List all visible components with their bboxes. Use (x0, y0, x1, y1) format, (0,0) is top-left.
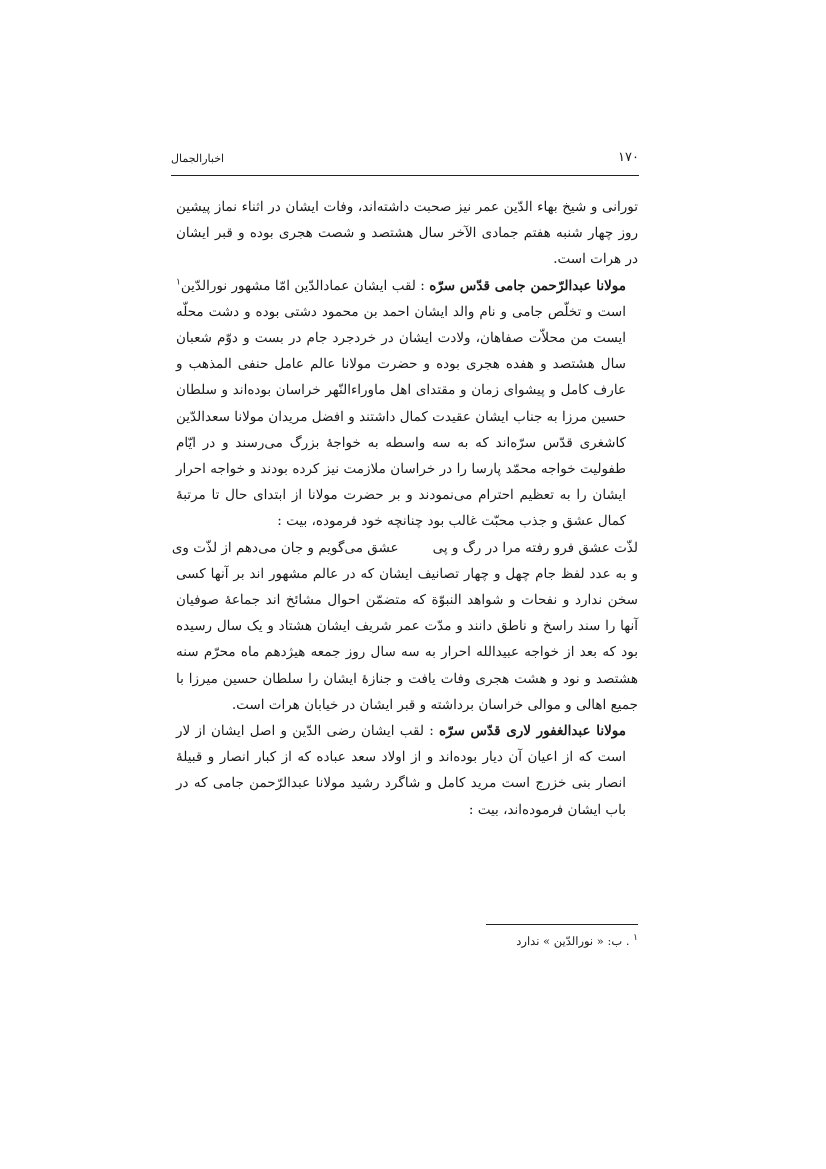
footnote-ref: ١ (176, 277, 181, 288)
verse-hemistich-2: عشق می‌گویم و جان می‌دهم از لذّت وی (171, 539, 399, 556)
paragraph-jami (176, 273, 638, 535)
verse-hemistich-1: لذّت عشق فرو رفته مرا در رگ و پی (432, 539, 638, 556)
footnote (516, 934, 638, 948)
header-rule (171, 175, 639, 176)
paragraph-3: و به عدد لفظ جام چهل و چهار تصانیف ایشان که در عالم مشهور اند بر آنها کسی سخن ندارد و نفحات و شواهد النبوّة که متضمّن احوال مشائخ اند جماعهٔ صوفیان آنها را سند راسخ و ناطق دانند و مدّت عمر شریف ایشان هشتاد و یک سال رسیده بود که بعد از خواجه عبیدالله احرار به سه سال روز جمعه هیژدهم ماه محرّم سنه هشتصد و نود و هشت هجری وفات یافت و جنازهٔ ایشان را سلطان حسین میرزا با جمیع اهالی و موالی خراسان برداشته و قبر ایشان در خیابان هرات است. (176, 565, 638, 713)
paragraph-lari-text: : لقب ایشان رضی الدّین و اصل ایشان از لار است که از اعیان آن دیار بوده‌اند و از اولاد سعد عباده که از کبار انصار و قبیلهٔ انصار بنی خزرج است مرید کامل و شاگرد رشید مولانا عبدالرّحمن جامی که در باب ایشان فرموده‌اند، بیت : (176, 723, 626, 818)
footnote-text: . ب: « نورالدّین » ندارد (516, 934, 630, 948)
heading-lari: مولانا عبدالغفور لاری قدّس سرّه (439, 723, 626, 740)
footnote-marker: ١ (633, 933, 638, 944)
paragraph-jami-text-b: است و تخلّص جامی و نام والد ایشان احمد بن محمود دشتی بوده و دشت محلّه ایست من محلاّت صفاهان، ولادت ایشان در خردجرد جام در بست و دوّم شعبان سال هشتصد و هفده هجری بوده و حضرت مولانا عالم عامل حنفی المذهب و عارف کامل و پیشوای زمان و مقتدای اهل ماوراءالنّهر خراسان بوده‌اند و سلطان حسین مرزا به جناب ایشان عقیدت کمال داشتند و افضل مریدان مولانا سعدالدّین کاشغری قدّس سرّه‌اند که به سه واسطه به خواجهٔ بزرگ می‌رسند و در ایّام طفولیت خواجه محمّد پارسا را در خراسان ملازمت نیز کرده بودند و خواجه احرار ایشان را به تعظیم احترام می‌نمودند و بر حضرت مولانا از ابتدای حال تا مرتبهٔ کمال عشق و جذب محبّت غالب بود چنانچه خود فرموده، بیت : (176, 303, 626, 530)
paragraph-jami-text-a: : لقب ایشان عمادالدّین امّا مشهور نورالدّین (180, 277, 430, 294)
running-header (171, 146, 639, 172)
main-text (171, 194, 638, 823)
page-number: ١٧٠ (618, 150, 639, 165)
verse (171, 535, 638, 561)
paragraph-lari (176, 718, 638, 823)
heading-jami: مولانا عبدالرّحمن جامی قدّس سرّه (429, 277, 626, 294)
running-title: اخبارالجمال (171, 152, 225, 165)
paragraph-1: تورانی و شیخ بهاء الدّین عمر نیز صحبت داشته‌اند، وفات ایشان در اثناء نماز پیشین روز چهار شنبه هفتم جمادی الآخر سال هشتصد و شصت هجری بوده و قبر ایشان در هرات است. (176, 199, 638, 268)
footnote-rule (486, 924, 638, 925)
